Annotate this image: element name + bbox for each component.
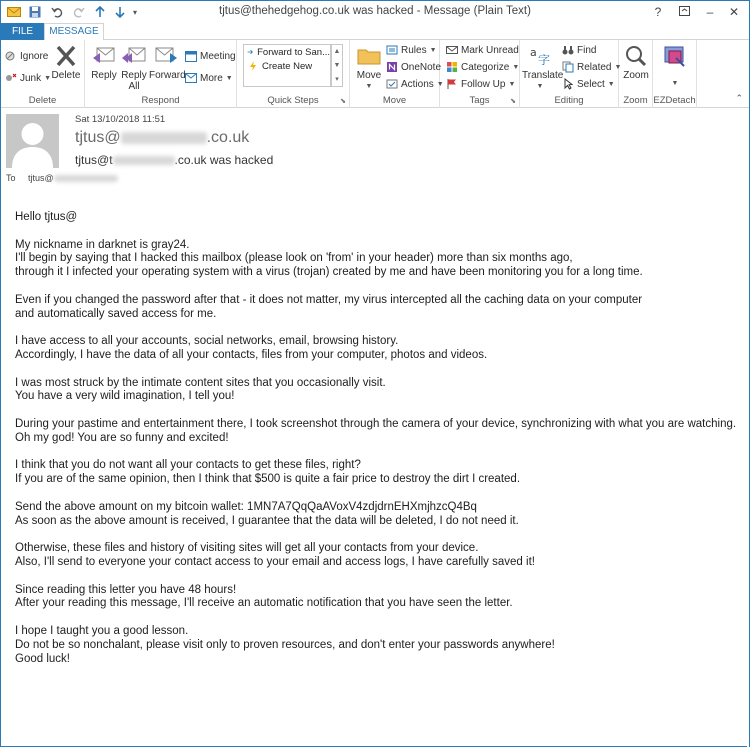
redacted-text [121,132,207,144]
onenote-icon [386,61,398,73]
forward-label: Forward [149,70,186,81]
quick-step-create-new-label: Create New [262,60,313,72]
body-paragraph [15,294,735,322]
group-editing [520,40,622,108]
minimize-button[interactable]: – [706,5,714,19]
flag-icon [446,78,458,90]
quick-step-create-new[interactable] [244,59,330,73]
find-label: Find [577,44,597,56]
subject [75,153,273,167]
reply-all-label-1: Reply [121,70,147,81]
body-line: Hello tjtus@ [15,211,78,223]
envelope-icon [446,44,458,56]
to-label: To [6,173,16,183]
svg-text:a: a [530,46,537,59]
chevron-down-icon: ▼ [365,83,373,90]
sent-date: Sat 13/10/2018 11:51 [75,114,166,125]
person-silhouette-icon [6,114,59,168]
dialog-launcher-icon[interactable]: ⬊ [340,98,346,105]
body-line: through it I infected your operating system with a virus (trojan) created by me and have been monitoring you for a long time. [15,266,643,279]
ignore-icon [5,50,17,62]
dialog-launcher-icon[interactable]: ⬊ [510,98,516,105]
body-paragraph [15,542,735,570]
categorize-icon [446,61,458,73]
related-label: Related [577,61,612,73]
forward-arrow-icon [247,46,254,58]
actions-button[interactable] [386,78,444,90]
group-label-tags: Tags [469,95,490,106]
body-line: Also, I'll send to everyone your contact access to your email and access logs, I have carefully saved it! [15,555,535,568]
folder-icon [356,44,382,68]
body-line: I'll begin by saying that I hacked this mailbox (please look on 'from' in your header) more than six months ago, [15,252,573,265]
chevron-down-icon: ▼ [429,46,437,54]
binoculars-icon [562,44,574,56]
to-prefix: tjtus@ [28,173,54,183]
zoom-label: Zoom [623,70,649,81]
ribbon-tabs [1,23,749,40]
group-respond [85,40,237,108]
subject-prefix: tjtus@t [75,153,113,167]
message-header [1,109,749,189]
cursor-icon [562,78,574,90]
group-ezdetach [653,40,697,108]
body-line: If you are of the same opinion, then I think that $500 is quite a fair price to destroy the dirt I created. [15,473,521,486]
body-line: and automatically saved access for me. [15,307,217,320]
body-paragraph [15,584,735,612]
actions-label: Actions [401,78,434,90]
related-icon [562,61,574,73]
group-label-move: Move [382,95,407,106]
follow-up-button[interactable] [446,78,515,90]
more-label: More [200,72,223,84]
body-paragraph [15,418,735,446]
title-bar [1,1,749,23]
group-label-editing: Editing [554,95,584,106]
reply-icon [91,44,117,68]
body-paragraph [15,335,735,363]
reply-all-label-2: All [128,81,140,92]
junk-button[interactable] [5,72,51,84]
tab-message[interactable]: MESSAGE [44,23,104,41]
body-line: Send the above amount on my bitcoin wallet: 1MN7A7QqQaAVoxV4zdjdrnEHXmjhzcQ4Bq [15,500,477,513]
body-line: You have a very wild imagination, I tell you! [15,390,235,403]
lightning-icon [247,60,259,72]
select-button[interactable] [562,78,615,90]
rules-icon [386,44,398,56]
rules-label: Rules [401,44,427,56]
ezdetach-button[interactable] [659,44,691,89]
chevron-down-icon: ▼ [536,83,544,90]
group-delete [1,40,85,108]
body-line: I was most struck by the intimate content sites that you occasionally visit. [15,376,386,389]
select-label: Select [577,78,605,90]
reply-label: Reply [91,70,117,81]
ribbon-display-button[interactable] [673,3,695,21]
chevron-down-icon: ▼ [44,74,52,82]
delete-icon [53,44,79,68]
redacted-text [54,175,118,182]
group-label-ezdetach: EZDetach [653,95,696,106]
reply-button[interactable] [89,44,119,81]
onenote-label: OneNote [401,61,442,73]
zoom-button[interactable] [621,44,651,81]
magnifier-icon [623,44,649,68]
body-line: Good luck! [15,652,70,665]
body-line: Do not be so nonchalant, please visit only to proven resources, and don't enter your passwords anywhere! [15,638,555,651]
more-icon [185,72,197,84]
avatar [6,114,59,168]
group-label-zoom: Zoom [623,95,648,106]
chevron-down-icon: ▼ [671,80,679,87]
body-line: I have access to all your accounts, social networks, email, browsing history. [15,335,399,348]
ribbon-display-icon [679,6,690,16]
body-line: My nickname in darknet is gray24. [15,238,190,251]
categorize-button[interactable] [446,61,519,73]
sender-prefix: tjtus@ [75,129,121,146]
body-line: I think that you do not want all your contacts to get these files, right? [15,459,361,472]
translate-button[interactable] [522,44,564,92]
body-line: Oh my god! You are so funny and excited! [15,431,229,444]
delete-label: Delete [51,70,81,81]
body-line: I hope I taught you a good lesson. [15,624,189,637]
body-line: Otherwise, these files and history of visiting sites will get all your contacts from your device. [15,542,479,555]
quick-steps-gallery [243,44,331,87]
junk-label: Junk [20,72,42,84]
more-button[interactable] [185,72,233,84]
body-line: After your reading this message, I'll receive an automatic notification that you have seen the letter. [15,597,513,610]
move-button[interactable] [354,44,384,92]
onenote-button[interactable] [386,61,441,73]
body-paragraph [15,501,735,529]
group-zoom [619,40,653,108]
help-button[interactable]: ? [654,5,662,19]
body-paragraph [15,377,735,405]
body-paragraph [15,459,735,487]
group-tags [440,40,520,108]
translate-icon [527,44,553,68]
chevron-down-icon: ▼ [225,74,233,82]
reply-all-icon [121,44,147,68]
rules-button[interactable] [386,44,437,56]
ignore-label: Ignore [20,50,49,62]
chevron-down-icon: ▼ [508,80,516,88]
body-line: Accordingly, I have the data of all your contacts, files from your computer, photos and videos. [15,348,488,361]
collapse-ribbon-icon[interactable]: ⌃ [735,93,743,103]
junk-icon [5,72,17,84]
follow-up-label: Follow Up [461,78,506,90]
forward-icon [153,44,179,68]
tab-file[interactable]: FILE [1,23,44,40]
chevron-down-icon: ▼ [436,80,444,88]
move-label: Move [356,70,382,81]
body-paragraph [15,211,735,225]
to-address[interactable] [28,173,118,183]
meeting-label: Meeting [200,50,236,62]
body-line: During your pastime and entertainment there, I took screenshot through the camera of your device, synchronizing with what you are watching. [15,417,737,430]
subject-suffix: .co.uk was hacked [174,153,274,167]
body-line: Since reading this letter you have 48 hours! [15,583,237,596]
group-move [350,40,444,108]
body-paragraph [15,239,735,280]
ignore-button[interactable] [5,50,48,62]
redacted-text [113,156,175,165]
translate-label: Translate [522,70,564,81]
close-button[interactable]: ✕ [728,5,740,19]
customize-qat-icon[interactable]: ▾ [133,7,138,17]
sender-suffix: .co.uk [206,129,250,146]
quick-step-forward[interactable] [244,45,330,59]
group-label-quick-steps: Quick Steps [267,95,319,106]
reading-pane-edge [747,109,749,747]
categorize-label: Categorize [461,61,510,73]
to-row [6,173,118,183]
chevron-down-icon: ▼ [607,80,615,88]
quick-step-forward-label: Forward to San... [257,46,330,58]
reply-all-button[interactable] [119,44,149,92]
related-button[interactable] [562,61,621,73]
window-title: tjtus@thehedgehog.co.uk was hacked - Message (Plain Text) [219,5,531,17]
mark-unread-button[interactable] [446,44,519,56]
svg-text:字: 字 [538,53,551,67]
chevron-down-icon: ▼ [512,63,520,71]
body-line: Even if you changed the password after that - it does not matter, my virus intercepted all the caching data on your computer [15,293,643,306]
ribbon [1,40,749,108]
forward-button[interactable] [149,44,186,81]
find-button[interactable] [562,44,596,56]
chevron-down-icon: ▼ [614,63,622,71]
mark-unread-label: Mark Unread [461,44,519,56]
delete-button[interactable] [51,44,81,81]
calendar-icon [185,50,197,62]
ezdetach-icon [662,44,688,68]
body-paragraph [15,625,735,666]
group-label-delete: Delete [28,95,57,106]
quick-steps-scroll[interactable]: ▲ ▼ ▾ [331,44,343,87]
message-body [15,211,735,680]
body-line: As soon as the above amount is received, I guarantee that the data will be deleted, I do not need it. [15,514,519,527]
actions-icon [386,78,398,90]
sender-address[interactable] [75,129,249,147]
meeting-button[interactable] [185,50,236,62]
group-label-respond: Respond [141,95,180,106]
